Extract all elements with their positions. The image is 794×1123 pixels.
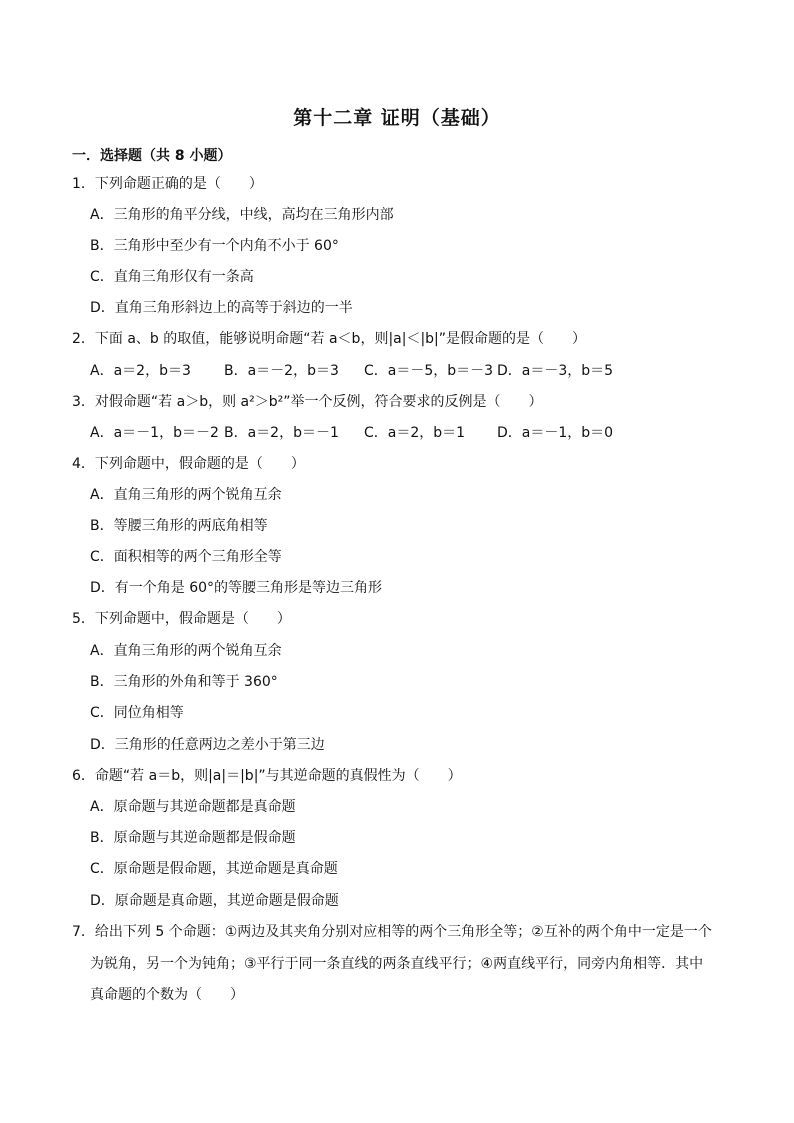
question-2-option-c: C．a＝－5，b＝－3 — [364, 363, 494, 379]
question-6-stem: 6．命题“若 a＝b，则|a|＝|b|”与其逆命题的真假性为（ ） — [72, 768, 462, 784]
question-3-option-a: A．a＝－1，b＝－2 — [90, 425, 219, 441]
page-title: 第十二章 证明（基础） — [293, 107, 501, 129]
section-heading: 一．选择题（共 8 小题） — [72, 148, 232, 164]
question-1-option-d: D．直角三角形斜边上的高等于斜边的一半 — [90, 300, 353, 316]
question-6-option-a: A．原命题与其逆命题都是真命题 — [90, 799, 296, 815]
question-3-option-d: D．a＝－1，b＝0 — [497, 425, 614, 441]
question-5-option-d: D．三角形的任意两边之差小于第三边 — [90, 737, 325, 753]
question-7-stem-line-3: 真命题的个数为（ ） — [90, 987, 244, 1003]
question-5-option-b: B．三角形的外角和等于 360° — [90, 674, 278, 690]
question-6-option-b: B．原命题与其逆命题都是假命题 — [90, 830, 296, 846]
question-1-option-b: B．三角形中至少有一个内角不小于 60° — [90, 238, 339, 254]
question-1-option-c: C．直角三角形仅有一条高 — [90, 269, 254, 285]
question-2-option-d: D．a＝－3，b＝5 — [497, 363, 614, 379]
question-1-stem: 1．下列命题正确的是（ ） — [72, 176, 263, 192]
question-5-stem: 5．下列命题中，假命题是（ ） — [72, 611, 291, 627]
question-7-stem-line-2: 为锐角，另一个为钝角；③平行于同一条直线的两条直线平行；④两直线平行，同旁内角相等．其中 — [90, 956, 704, 972]
question-4-option-a: A．直角三角形的两个锐角互余 — [90, 487, 282, 503]
question-5-option-c: C．同位角相等 — [90, 705, 184, 721]
question-1-option-a: A．三角形的角平分线，中线，高均在三角形内部 — [90, 207, 394, 223]
question-7-stem-line-1: 7．给出下列 5 个命题：①两边及其夹角分别对应相等的两个三角形全等；②互补的两个角中一定是一个 — [72, 924, 712, 940]
question-4-option-c: C．面积相等的两个三角形全等 — [90, 549, 282, 565]
question-4-stem: 4．下列命题中，假命题的是（ ） — [72, 456, 305, 472]
question-4-option-d: D．有一个角是 60°的等腰三角形是等边三角形 — [90, 580, 383, 596]
question-2-option-a: A．a＝2，b＝3 — [90, 363, 191, 379]
question-6-option-d: D．原命题是真命题，其逆命题是假命题 — [90, 893, 339, 909]
question-5-option-a: A．直角三角形的两个锐角互余 — [90, 643, 282, 659]
question-4-option-b: B．等腰三角形的两底角相等 — [90, 518, 268, 534]
question-3-stem: 3．对假命题“若 a＞b，则 a²＞b²”举一个反例，符合要求的反例是（ ） — [72, 394, 543, 410]
question-2-stem: 2．下面 a、b 的取值，能够说明命题“若 a＜b，则|a|＜|b|”是假命题的是（ ） — [72, 331, 587, 347]
question-3-option-b: B．a＝2，b＝－1 — [224, 425, 339, 441]
question-3-option-c: C．a＝2，b＝1 — [364, 425, 466, 441]
question-6-option-c: C．原命题是假命题，其逆命题是真命题 — [90, 861, 338, 877]
question-2-option-b: B．a＝－2，b＝3 — [224, 363, 339, 379]
